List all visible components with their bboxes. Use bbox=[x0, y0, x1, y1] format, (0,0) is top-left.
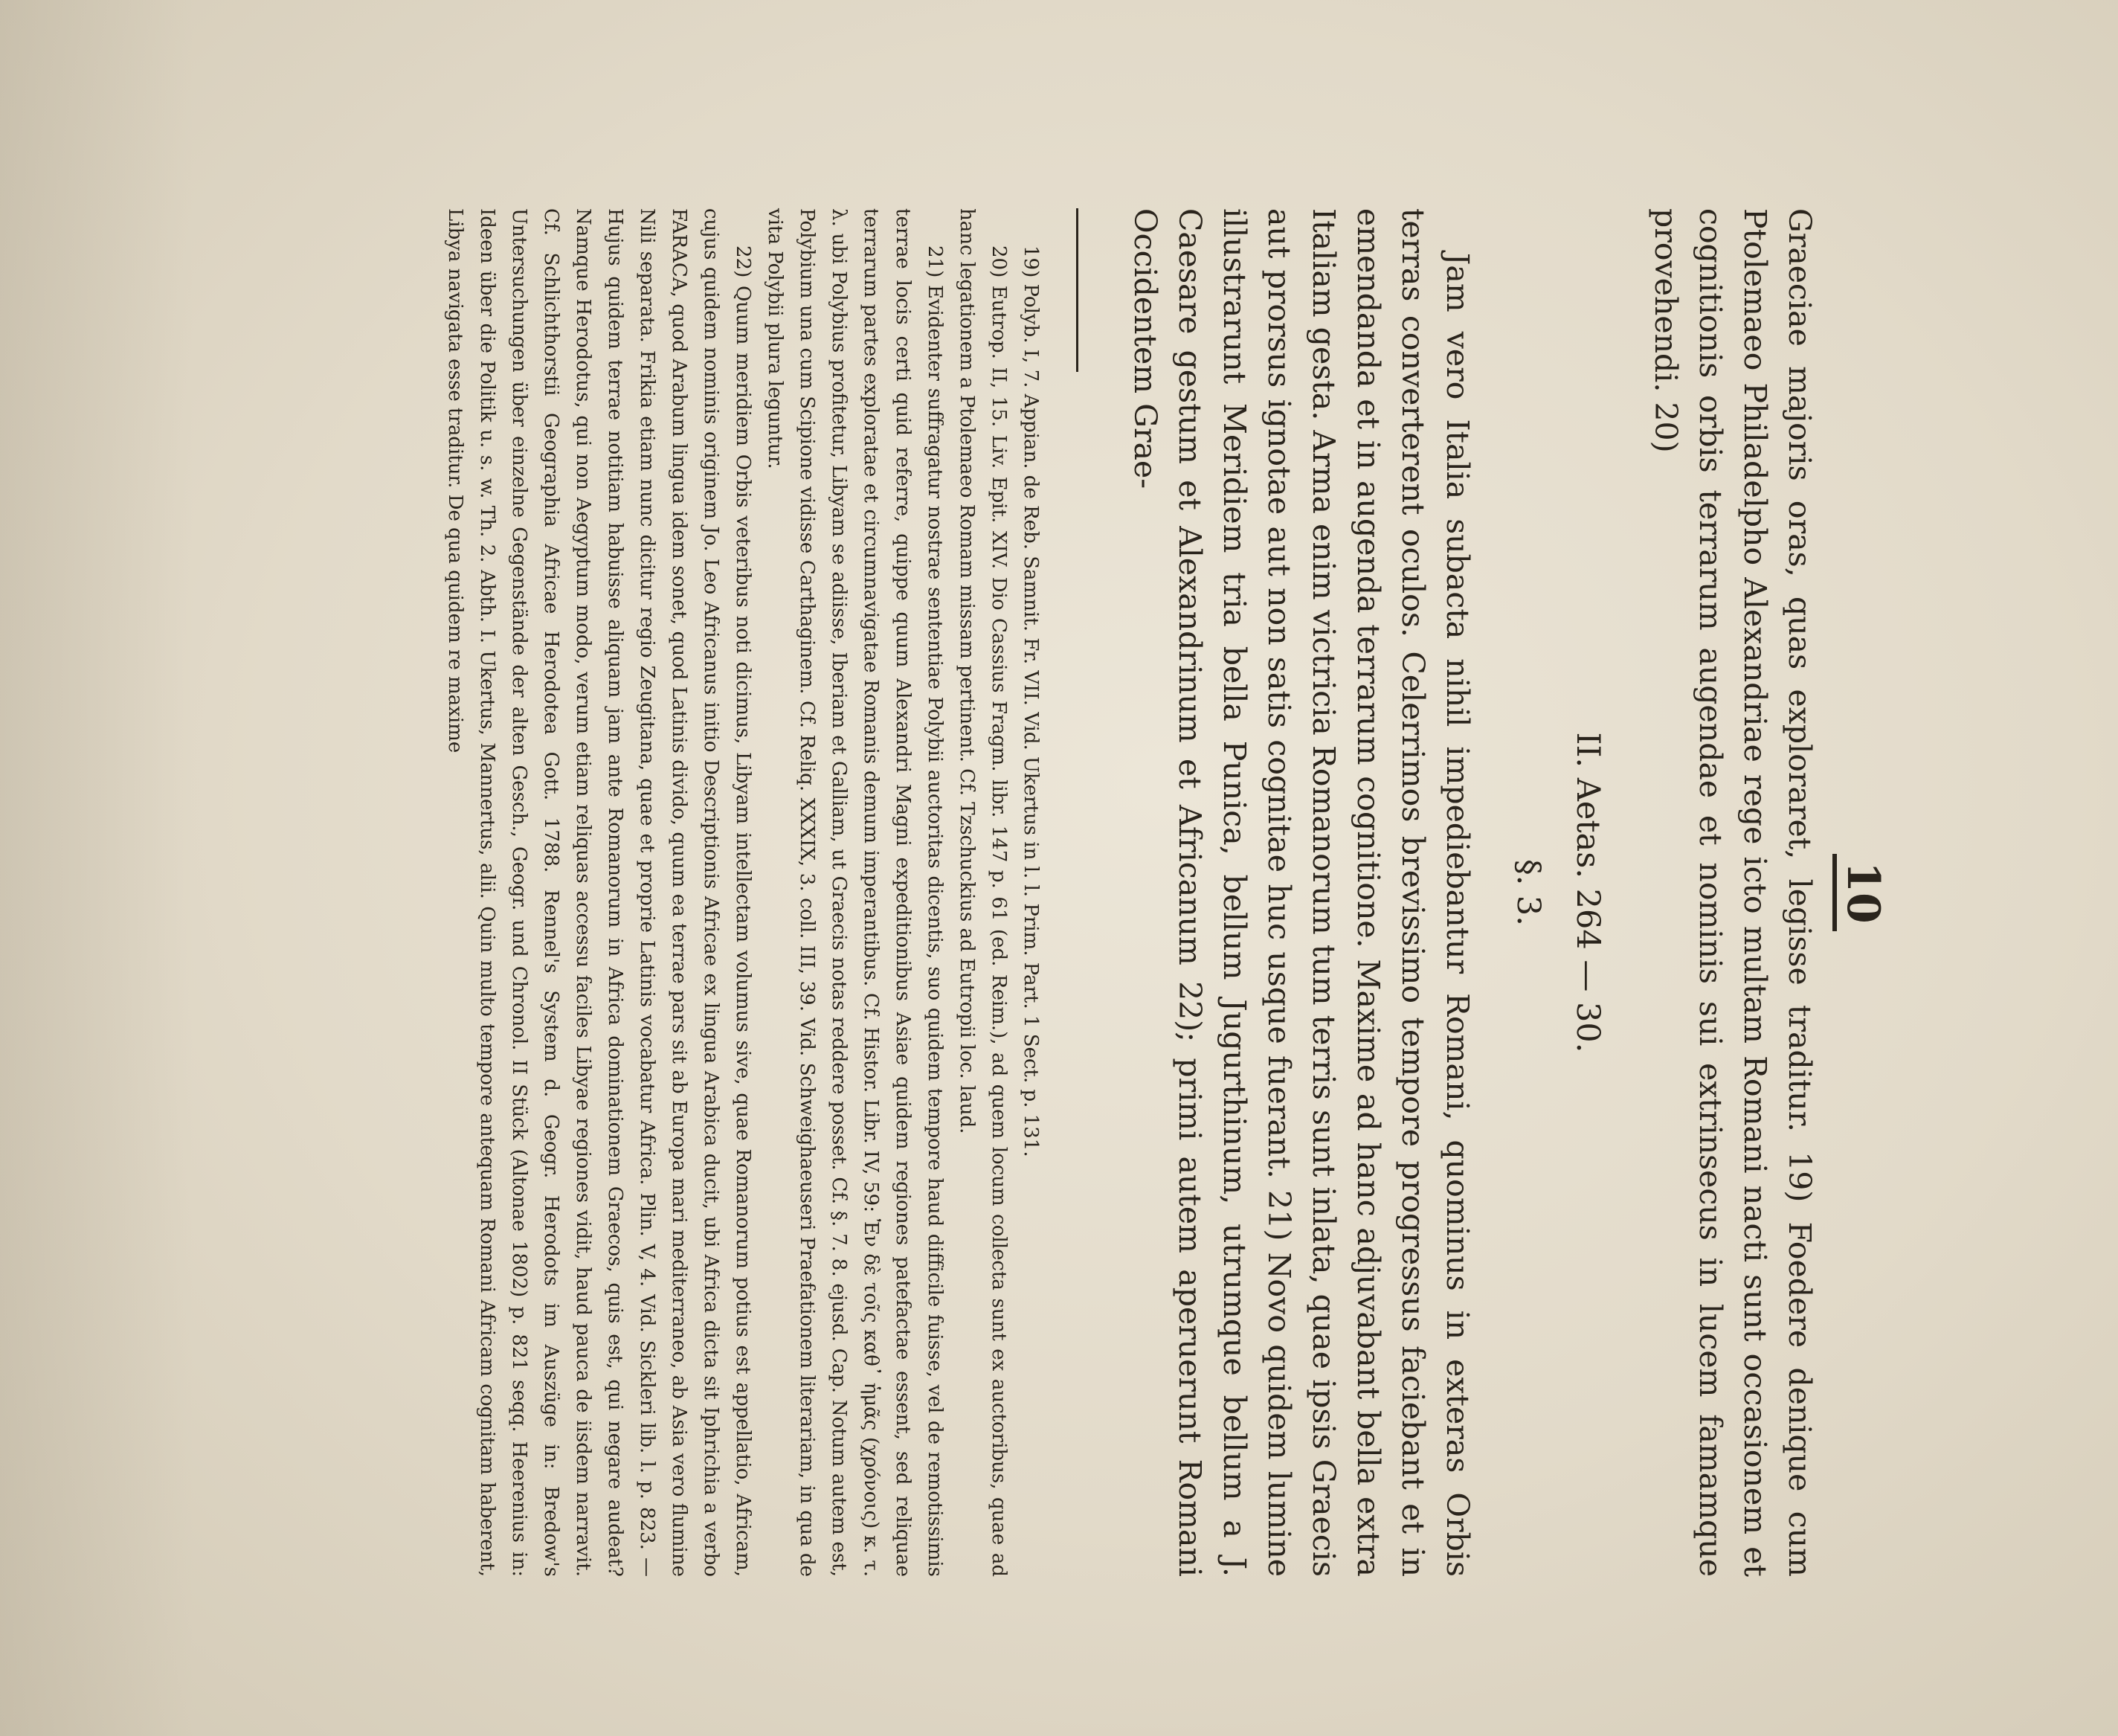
rotated-text-block bbox=[439, 208, 1889, 1577]
main-text bbox=[1123, 208, 1822, 1577]
footnote: 19) Polyb. I, 7. Appian. de Reb. Samnit. Fr. VII. Vid. Ukertus in l. l. Prim. Part. 1 Sect. p. 131. bbox=[1020, 245, 1042, 1157]
section-mark: §. 3. bbox=[1510, 859, 1547, 926]
footnote: 22) Quum meridiem Orbis veteribus noti dicimus, Libyam intellectam volumus sive, quae Romanorum potius est appellatio, Africam, cujus quidem nominis originem Jo. Leo Africanus initio Descriptionis Africae ex lingua Arabica ducit, ubi Africa dicta sit Iphrichia a verbo FARACA, quod Arabum lingua idem sonet, quod Latinis divido, quum ea terrae pars sit ab Europa mari mediterraneo, ab Asia vero flumine Nili separata. Frikia etiam nunc dicitur regio Zeugitana, quae et proprie Latinis vocabatur Africa. Plin. V, 4. Vid. Sickleri lib. l. p. 823. — Hujus quidem terrae notitiam habuisse aliquam jam ante Romanorum in Africa dominationem Graecos, quis est, qui negare audeat? Namque Herodotus, qui non Aegyptum modo, verum etiam reliquas accessu faciles Libyae regiones vidit, haud pauca de iisdem narravit. Cf. Schlichthorstii Geographia Africae Herodotea Gott. 1788. Rennel's System d. Geogr. Herodots im Auszüge in: Bredow's Untersuchungen über einzelne Gegenstände der alten Gesch., Geogr. und Chronol. II Stück (Altonae 1802) p. 821 seqq. Heerenius in: Ideen über die Politik u. s. w. Th. 2. Abth. I. Ukertus, Mannertus, alii. Quin multo tempore antequam Romani Africam cognitam haberent, Libya navigata esse traditur. De qua quidem re maxime bbox=[444, 208, 754, 1577]
footnote: 21) Evidenter suffragatur nostrae sententiae Polybii auctoritas dicentis, suo quidem tempore haud difficile fuisse, vel de remotissimis terrae locis certi quid referre, quippe quum Alexandri Magni expeditionibus Asiae quidem regiones patefactae essent, sed reliquae terrarum partes exploratae et circumnavigatae Romanis demum imperantibus. Cf. Histor. Libr. IV, 59: Ἐν δὲ τοῖς καθ᾽ ἡμᾶς (χρόνοις) κ. τ. λ. ubi Polybius profitetur, Libyam se adiisse, Iberiam et Galliam, ut Graecis notas reddere posset. Cf. §. 7. 8. ejusd. Cap. Notum autem est, Polybium una cum Scipione vidisse Carthaginem. Cf. Reliq. XXXIX, 3. coll. III, 39. Vid. Schweighaeuseri Praefationem literariam, in qua de vita Polybii plura leguntur. bbox=[764, 208, 946, 1577]
era-heading: II. Aetas. 264 — 30. bbox=[1569, 732, 1606, 1053]
paragraph: Jam vero Italia subacta nihil impediebantur Romani, quominus in exteras Orbis terras converterent oculos. Celerrimos brevissimo tempore progressus faciebant et in emendanda et in augenda terrarum cognitione. Maxime ad hanc adjuvabant bella extra Italiam gesta. Arma enim victricia Romanorum tum terris sunt inlata, quae ipsis Graecis aut prorsus ignotae aut non satis cognitae huc usque fuerant. 21) Novo quidem lumine illustrarunt Meridiem tria bella Punica, bellum Jugurthinum, utrumque bellum a J. Caesare gestum et Alexandrinum et Africanum 22); primi autem aperuerunt Romani Occidentem Grae- bbox=[1127, 208, 1475, 1577]
footnote: 20) Eutrop. II, 15. Liv. Epit. XIV. Dio Cassius Fragm. libr. 147 p. 61 (ed. Reim.), ad quem locum collecta sunt ex auctoribus, quae ad hanc legationem a Ptolemaeo Romam missam pertinent. Cf. Tzschuckius ad Eutropii loc. laud. bbox=[956, 208, 1010, 1577]
page-number: 10 bbox=[1829, 208, 1889, 1577]
footnote-divider bbox=[1076, 208, 1078, 372]
paragraph: Graeciae majoris oras, quas exploraret, legisse traditur. 19) Foedere denique cum Ptolemaeo Philadelpho Alexandriae rege icto multam Romani nacti sunt occasionem et cognitionis orbis terrarum augendae et nominis sui extrinsecus in lucem famamque provehendi. 20) bbox=[1648, 208, 1818, 1577]
footnotes bbox=[439, 208, 1046, 1577]
